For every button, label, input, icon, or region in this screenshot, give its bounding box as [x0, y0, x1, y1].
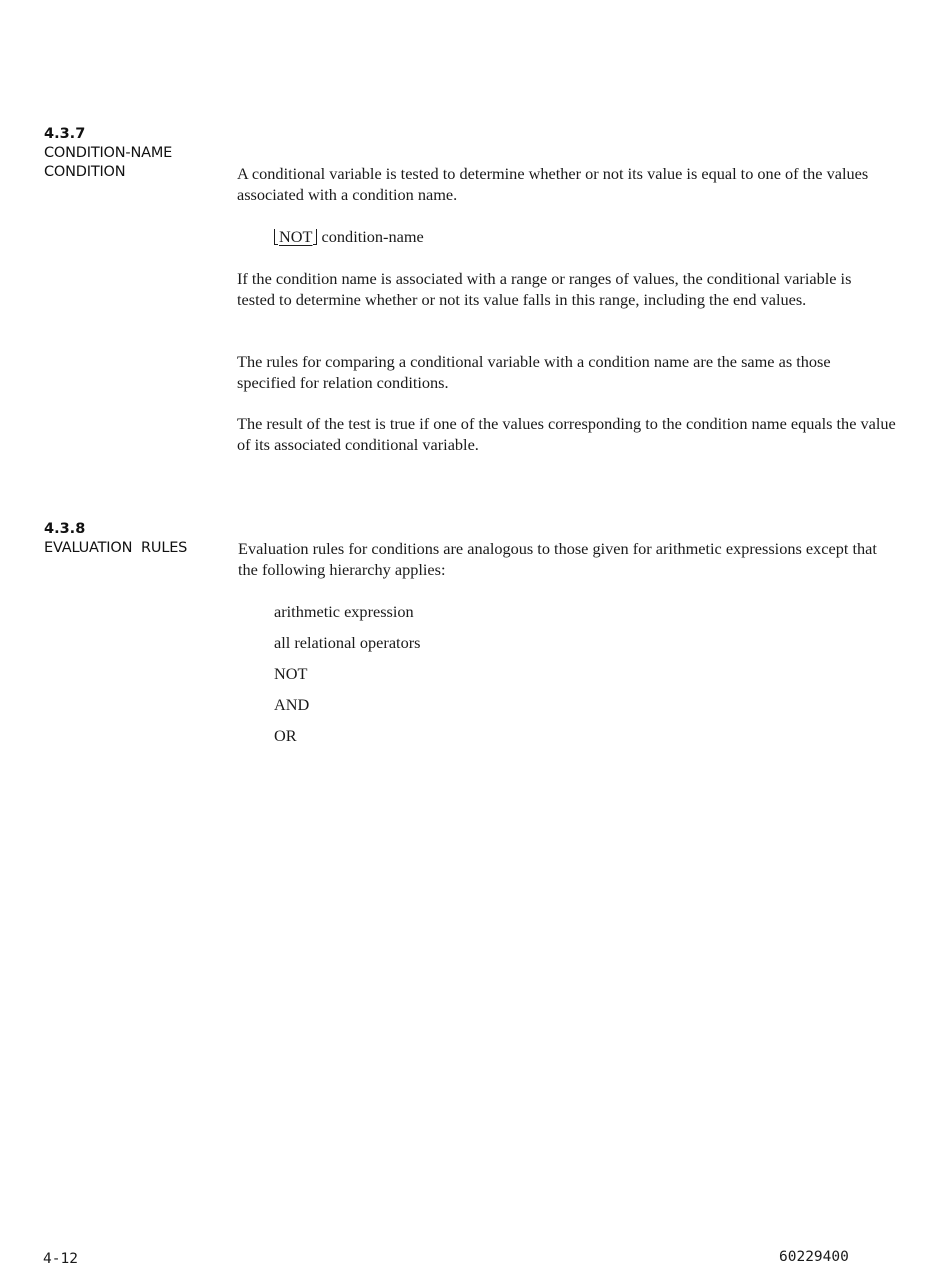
document-number: 60229400 — [779, 1249, 849, 1265]
optional-bracket — [274, 226, 317, 247]
section-title-line-1: EVALUATION RULES — [44, 540, 188, 556]
paragraph-condition-intro: A conditional variable is tested to determine whether or not its value is equal to one of the values associated with a condition name. — [237, 164, 869, 204]
syntax-condition-name: condition-name — [321, 227, 424, 246]
section-heading-4-3-7 — [44, 125, 229, 182]
syntax-format — [274, 226, 424, 247]
hierarchy-item: NOT — [274, 664, 308, 683]
hierarchy-item: AND — [274, 695, 310, 714]
section-heading-4-3-8 — [44, 520, 229, 558]
hierarchy-item: OR — [274, 726, 297, 745]
paragraph-range: If the condition name is associated with a range or ranges of values, the conditional variable is tested to determine whether or not its value falls in this range, including the end values. — [237, 269, 852, 309]
hierarchy-item: arithmetic expression — [274, 602, 414, 621]
section-number: 4.3.7 — [44, 126, 86, 142]
section-title-line-1: CONDITION-NAME — [44, 145, 173, 161]
page-number: 4-12 — [43, 1251, 78, 1267]
paragraph-comparison-rules: The rules for comparing a conditional variable with a condition name are the same as those specified for relation conditions. — [237, 352, 831, 392]
section-title-line-2: CONDITION — [44, 164, 126, 180]
hierarchy-item: all relational operators — [274, 633, 421, 652]
paragraph-evaluation-rules: Evaluation rules for conditions are analogous to those given for arithmetic expressions except that the following hierarchy applies: — [238, 539, 877, 579]
section-number: 4.3.8 — [44, 521, 86, 537]
paragraph-test-result: The result of the test is true if one of the values corresponding to the condition name equals the value of its associated conditional variable. — [237, 414, 896, 454]
syntax-keyword-not: NOT — [279, 227, 313, 246]
